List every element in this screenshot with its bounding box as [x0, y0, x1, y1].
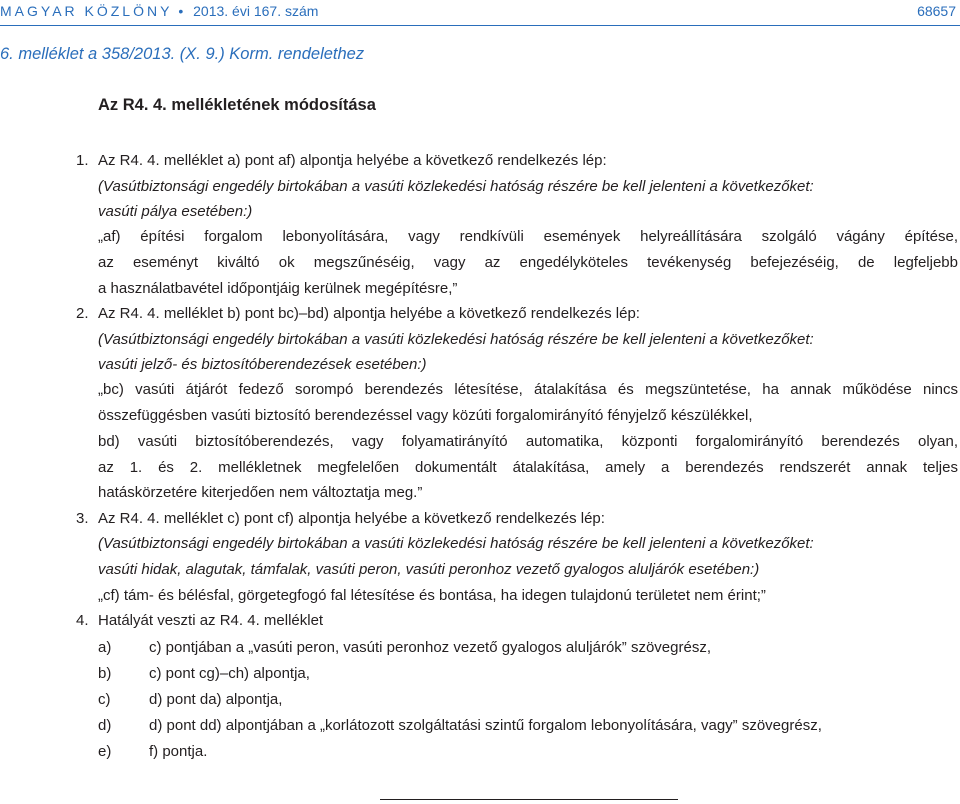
item-context: (Vasútbiztonsági engedély birtokában a vasúti közlekedési hatóság részére be kell jelenteni a következőket:	[98, 535, 814, 552]
subitem-label: b)	[98, 665, 112, 682]
subitem-text: c) pont cg)–ch) alpontja,	[149, 665, 310, 682]
item-context: vasúti pálya esetében:)	[98, 203, 253, 220]
header-left	[0, 3, 318, 19]
item-context: vasúti hidak, alagutak, támfalak, vasúti peron, vasúti peronhoz vezető gyalogos aluljárók esetében:)	[98, 561, 760, 578]
page-number: 68657	[917, 3, 956, 19]
item-text: bd) vasúti biztosítóberendezés, vagy folyamatirányító automatika, központi forgalomirányító berendezés olyan,	[98, 433, 958, 450]
subitem-label: c)	[98, 691, 111, 708]
item-context: (Vasútbiztonsági engedély birtokában a vasúti közlekedési hatóság részére be kell jelenteni a következőket:	[98, 178, 814, 195]
subitem-text: f) pontja.	[149, 743, 208, 760]
item-intro: Az R4. 4. melléklet a) pont af) alpontja helyébe a következő rendelkezés lép:	[98, 152, 607, 169]
subitem-label: d)	[98, 717, 112, 734]
section-heading: Az R4. 4. mellékletének módosítása	[98, 96, 376, 114]
item-context: (Vasútbiztonsági engedély birtokában a vasúti közlekedési hatóság részére be kell jelenteni a következőket:	[98, 331, 814, 348]
bullet-icon: •	[178, 3, 184, 19]
item-intro: Az R4. 4. melléklet b) pont bc)–bd) alpontja helyébe a következő rendelkezés lép:	[98, 305, 640, 322]
subitem-label: e)	[98, 743, 112, 760]
item-text: „af) építési forgalom lebonyolítására, vagy rendkívüli események helyreállítására szolgáló vágány építése,	[98, 228, 958, 245]
page-header	[0, 3, 958, 21]
subitem-text: d) pont da) alpontja,	[149, 691, 283, 708]
item-text: összefüggésben vasúti biztosító berendezéssel vagy közúti forgalomirányító fényjelző készülékkel,	[98, 407, 753, 424]
item-text: az eseményt kiváltó ok megszűnéséig, vagy az engedélyköteles tevékenység befejezéséig, de legfeljebb	[98, 254, 958, 271]
item-context: vasúti jelző- és biztosítóberendezések esetében:)	[98, 356, 427, 373]
item-text: hatáskörzetére kiterjedően nem változtatja meg.”	[98, 484, 423, 501]
footer-rule	[380, 799, 678, 800]
subitem-text: d) pont dd) alpontjában a „korlátozott szolgáltatási szintű forgalom lebonyolítására, vagy” szövegrész,	[149, 717, 822, 734]
issue-label: 2013. évi 167. szám	[193, 3, 319, 19]
subitem-label: a)	[98, 639, 112, 656]
subitem-text: c) pontjában a „vasúti peron, vasúti peronhoz vezető gyalogos aluljárók” szövegrész,	[149, 639, 711, 656]
item-text: a használatbavétel időpontjáig kerülnek megépítésre,”	[98, 280, 458, 297]
item-text: „bc) vasúti átjárót fedező sorompó berendezés létesítése, átalakítása és megszüntetése, ha annak működése nincs	[98, 381, 958, 398]
item-number: 4.	[76, 612, 89, 629]
item-number: 1.	[76, 152, 89, 169]
item-text: „cf) tám- és bélésfal, görgetegfogó fal létesítése és bontása, ha idegen tulajdonú területet nem érint;”	[98, 587, 766, 604]
header-rule	[0, 25, 960, 26]
item-intro: Az R4. 4. melléklet c) pont cf) alpontja helyébe a következő rendelkezés lép:	[98, 510, 605, 527]
annex-title: 6. melléklet a 358/2013. (X. 9.) Korm. rendelethez	[0, 45, 365, 63]
item-number: 2.	[76, 305, 89, 322]
item-intro: Hatályát veszti az R4. 4. melléklet	[98, 612, 324, 629]
item-number: 3.	[76, 510, 89, 527]
publication-title: MAGYAR KÖZLÖNY	[0, 3, 173, 19]
item-text: az 1. és 2. mellékletnek megfelelően dokumentált átalakítása, amely a berendezés rendszerét annak teljes	[98, 459, 958, 476]
